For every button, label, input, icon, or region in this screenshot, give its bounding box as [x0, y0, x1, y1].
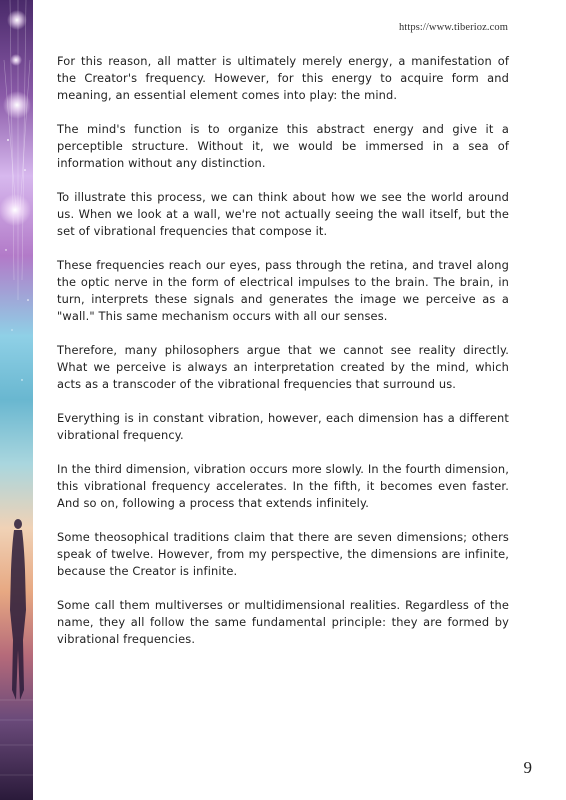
paragraph: Some theosophical traditions claim that there are seven dimensions; others speak of twelve. However, from my perspective, the dimensions are infinite, because the Creator is infinite.	[57, 530, 509, 578]
cosmic-figure-illustration	[0, 0, 33, 800]
body-text	[57, 53, 509, 665]
paragraph: These frequencies reach our eyes, pass through the retina, and travel along the optic nerve in the form of electrical impulses to the brain. The brain, in turn, interprets these signals and generates the image we perceive as a "wall." This same mechanism occurs with all our senses.	[57, 258, 509, 323]
paragraph: Therefore, many philosophers argue that we cannot see reality directly. What we perceive is always an interpretation created by the mind, which acts as a transcoder of the vibrational frequencies that surround us.	[57, 343, 509, 391]
page-number: 9	[523, 758, 532, 777]
decorative-side-image	[0, 0, 33, 800]
paragraph: The mind's function is to organize this abstract energy and give it a perceptible structure. Without it, we would be immersed in a sea of information without any distinction.	[57, 122, 509, 170]
paragraph: To illustrate this process, we can think about how we see the world around us. When we look at a wall, we're not actually seeing the wall itself, but the set of vibrational frequencies that compose it.	[57, 190, 509, 238]
paragraph: In the third dimension, vibration occurs more slowly. In the fourth dimension, this vibrational frequency accelerates. In the fifth, it becomes even faster. And so on, following a process that extends infinitely.	[57, 462, 509, 510]
paragraph: For this reason, all matter is ultimately merely energy, a manifestation of the Creator's frequency. However, for this energy to acquire form and meaning, an essential element comes into play: the mind.	[57, 54, 509, 102]
paragraph: Some call them multiverses or multidimensional realities. Regardless of the name, they all follow the same fundamental principle: they are formed by vibrational frequencies.	[57, 598, 509, 646]
header-website-url: https://www.tiberioz.com	[398, 22, 508, 33]
paragraph: Everything is in constant vibration, however, each dimension has a different vibrational frequency.	[57, 411, 509, 442]
